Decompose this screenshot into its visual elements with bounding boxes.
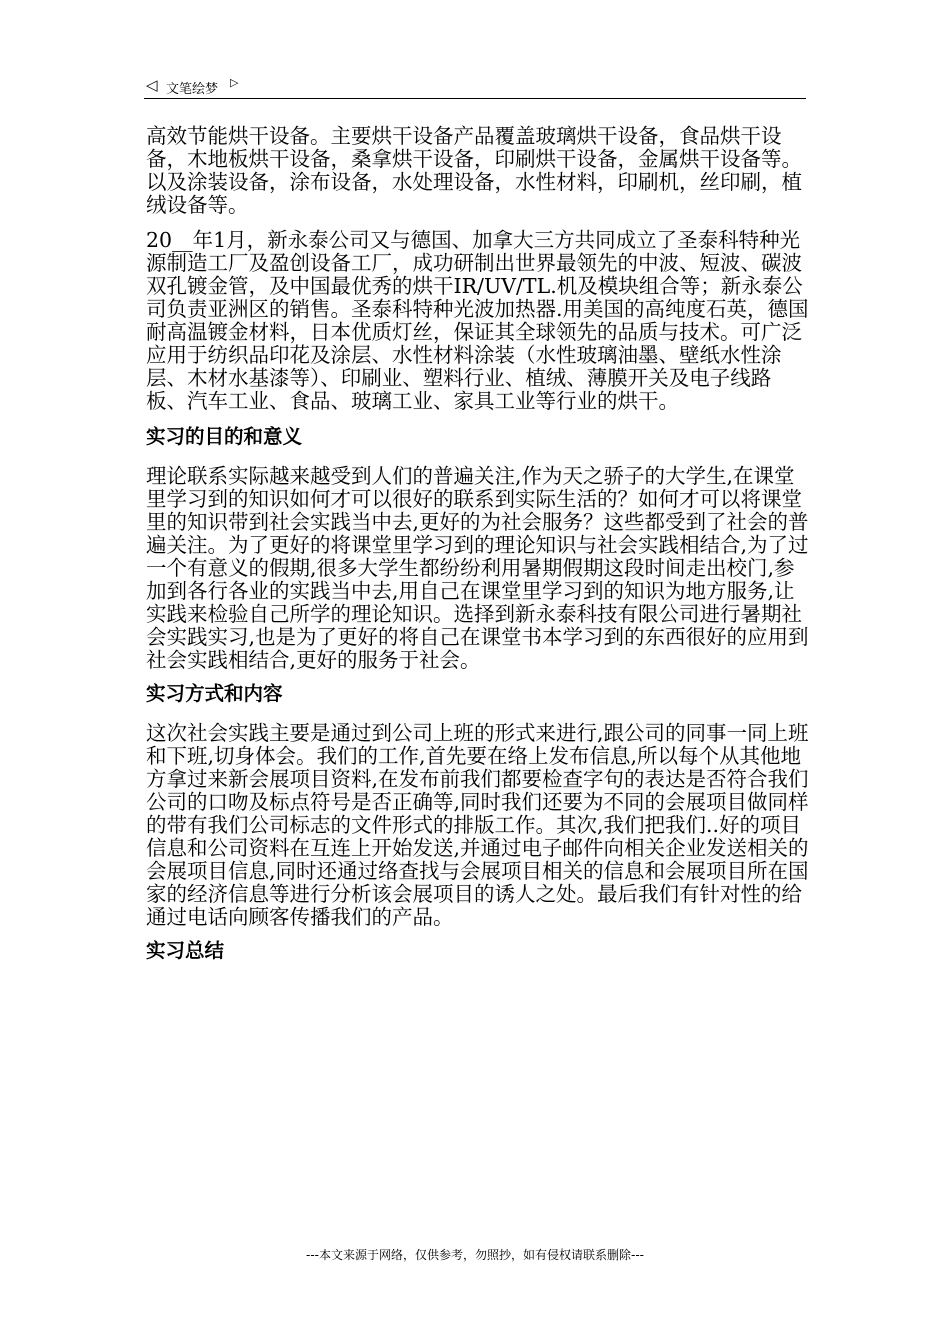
footer-notice: ---本文来源于网络，仅供参考，勿照抄，如有侵权请联系删除--- — [306, 1248, 644, 1262]
triangle-right-icon: ▷ — [230, 76, 239, 89]
paragraph-method: 这次社会实践主要是通过到公司上班的形式来进行,跟公司的同事一同上班和下班,切身体会。我们的工作,首先要在络上发布信息,所以每个从其他地方拿过来新会展项目资料,在发布前我们都要检查字句的表达是否符合我们公司的口吻及标点符号是否正确等,同时我们还要为不同的会展项目做同样的带有我们公司标志的文件形式的排版工作。其次,我们把我们..好的项目信息和公司资料在互连上开始发送,并通过电子邮件向相关企业发送相关的会展项目信息,同时还通过络查找与会展项目相关的信息和会展项目所在国家的经济信息等进行分析该会展项目的诱人之处。最后我们有针对性的给通过电话向顾客传播我们的产品。 — [146, 721, 809, 929]
paragraph-company-history: 20__年1月，新永泰公司又与德国、加拿大三方共同成立了圣泰科特种光源制造工厂及盈创设备工厂，成功研制出世界最领先的中波、短波、碳波双孔镀金管，及中国最优秀的烘干IR/UV/TL.机及模块组合等；新永泰公司负责亚洲区的销售。圣泰科特种光波加热器.用美国的高纯度石英，德国耐高温镀金材料，日本优质灯丝，保证其全球领先的品质与技术。可广泛应用于纺织品印花及涂层、水性材料涂装（水性玻璃油墨、壁纸水性涂层、木材水基漆等）、印刷业、塑料行业、植绒、薄膜开关及电子线路板、汽车工业、食品、玻璃工业、家具工业等行业的烘干。 — [146, 228, 809, 413]
page-header — [144, 74, 806, 99]
document-body — [146, 125, 810, 979]
heading-method: 实习方式和内容 — [146, 682, 283, 705]
paragraph-purpose: 理论联系实际越来越受到人们的普遍关注,作为天之骄子的大学生,在课堂里学习到的知识如何才可以很好的联系到实际生活的？如何才可以将课堂里的知识带到社会实践当中去,更好的为社会服务？这些都受到了社会的普遍关注。为了更好的将课堂里学习到的理论知识与社会实践相结合,为了过一个有意义的假期,很多大学生都纷纷利用暑期假期这段时间走出校门,参加到各行各业的实践当中去,用自己在课堂里学习到的知识为地方服务,让实践来检验自己所学的理论知识。选择到新永泰科技有限公司进行暑期社会实践实习,也是为了更好的将自己在课堂书本学习到的东西很好的应用到社会实践相结合,更好的服务于社会。 — [146, 464, 809, 672]
heading-purpose: 实习的目的和意义 — [146, 425, 303, 448]
heading-summary: 实习总结 — [146, 939, 225, 962]
header-brand: 文笔绘梦 — [166, 82, 219, 97]
paragraph-products: 高效节能烘干设备。主要烘干设备产品覆盖玻璃烘干设备，食品烘干设备，木地板烘干设备，桑拿烘干设备，印刷烘干设备，金属烘干设备等。以及涂装设备，涂布设备，水处理设备，水性材料，印刷机，丝印刷，植绒设备等。 — [146, 124, 802, 217]
triangle-left-icon: ◁ — [146, 76, 158, 94]
